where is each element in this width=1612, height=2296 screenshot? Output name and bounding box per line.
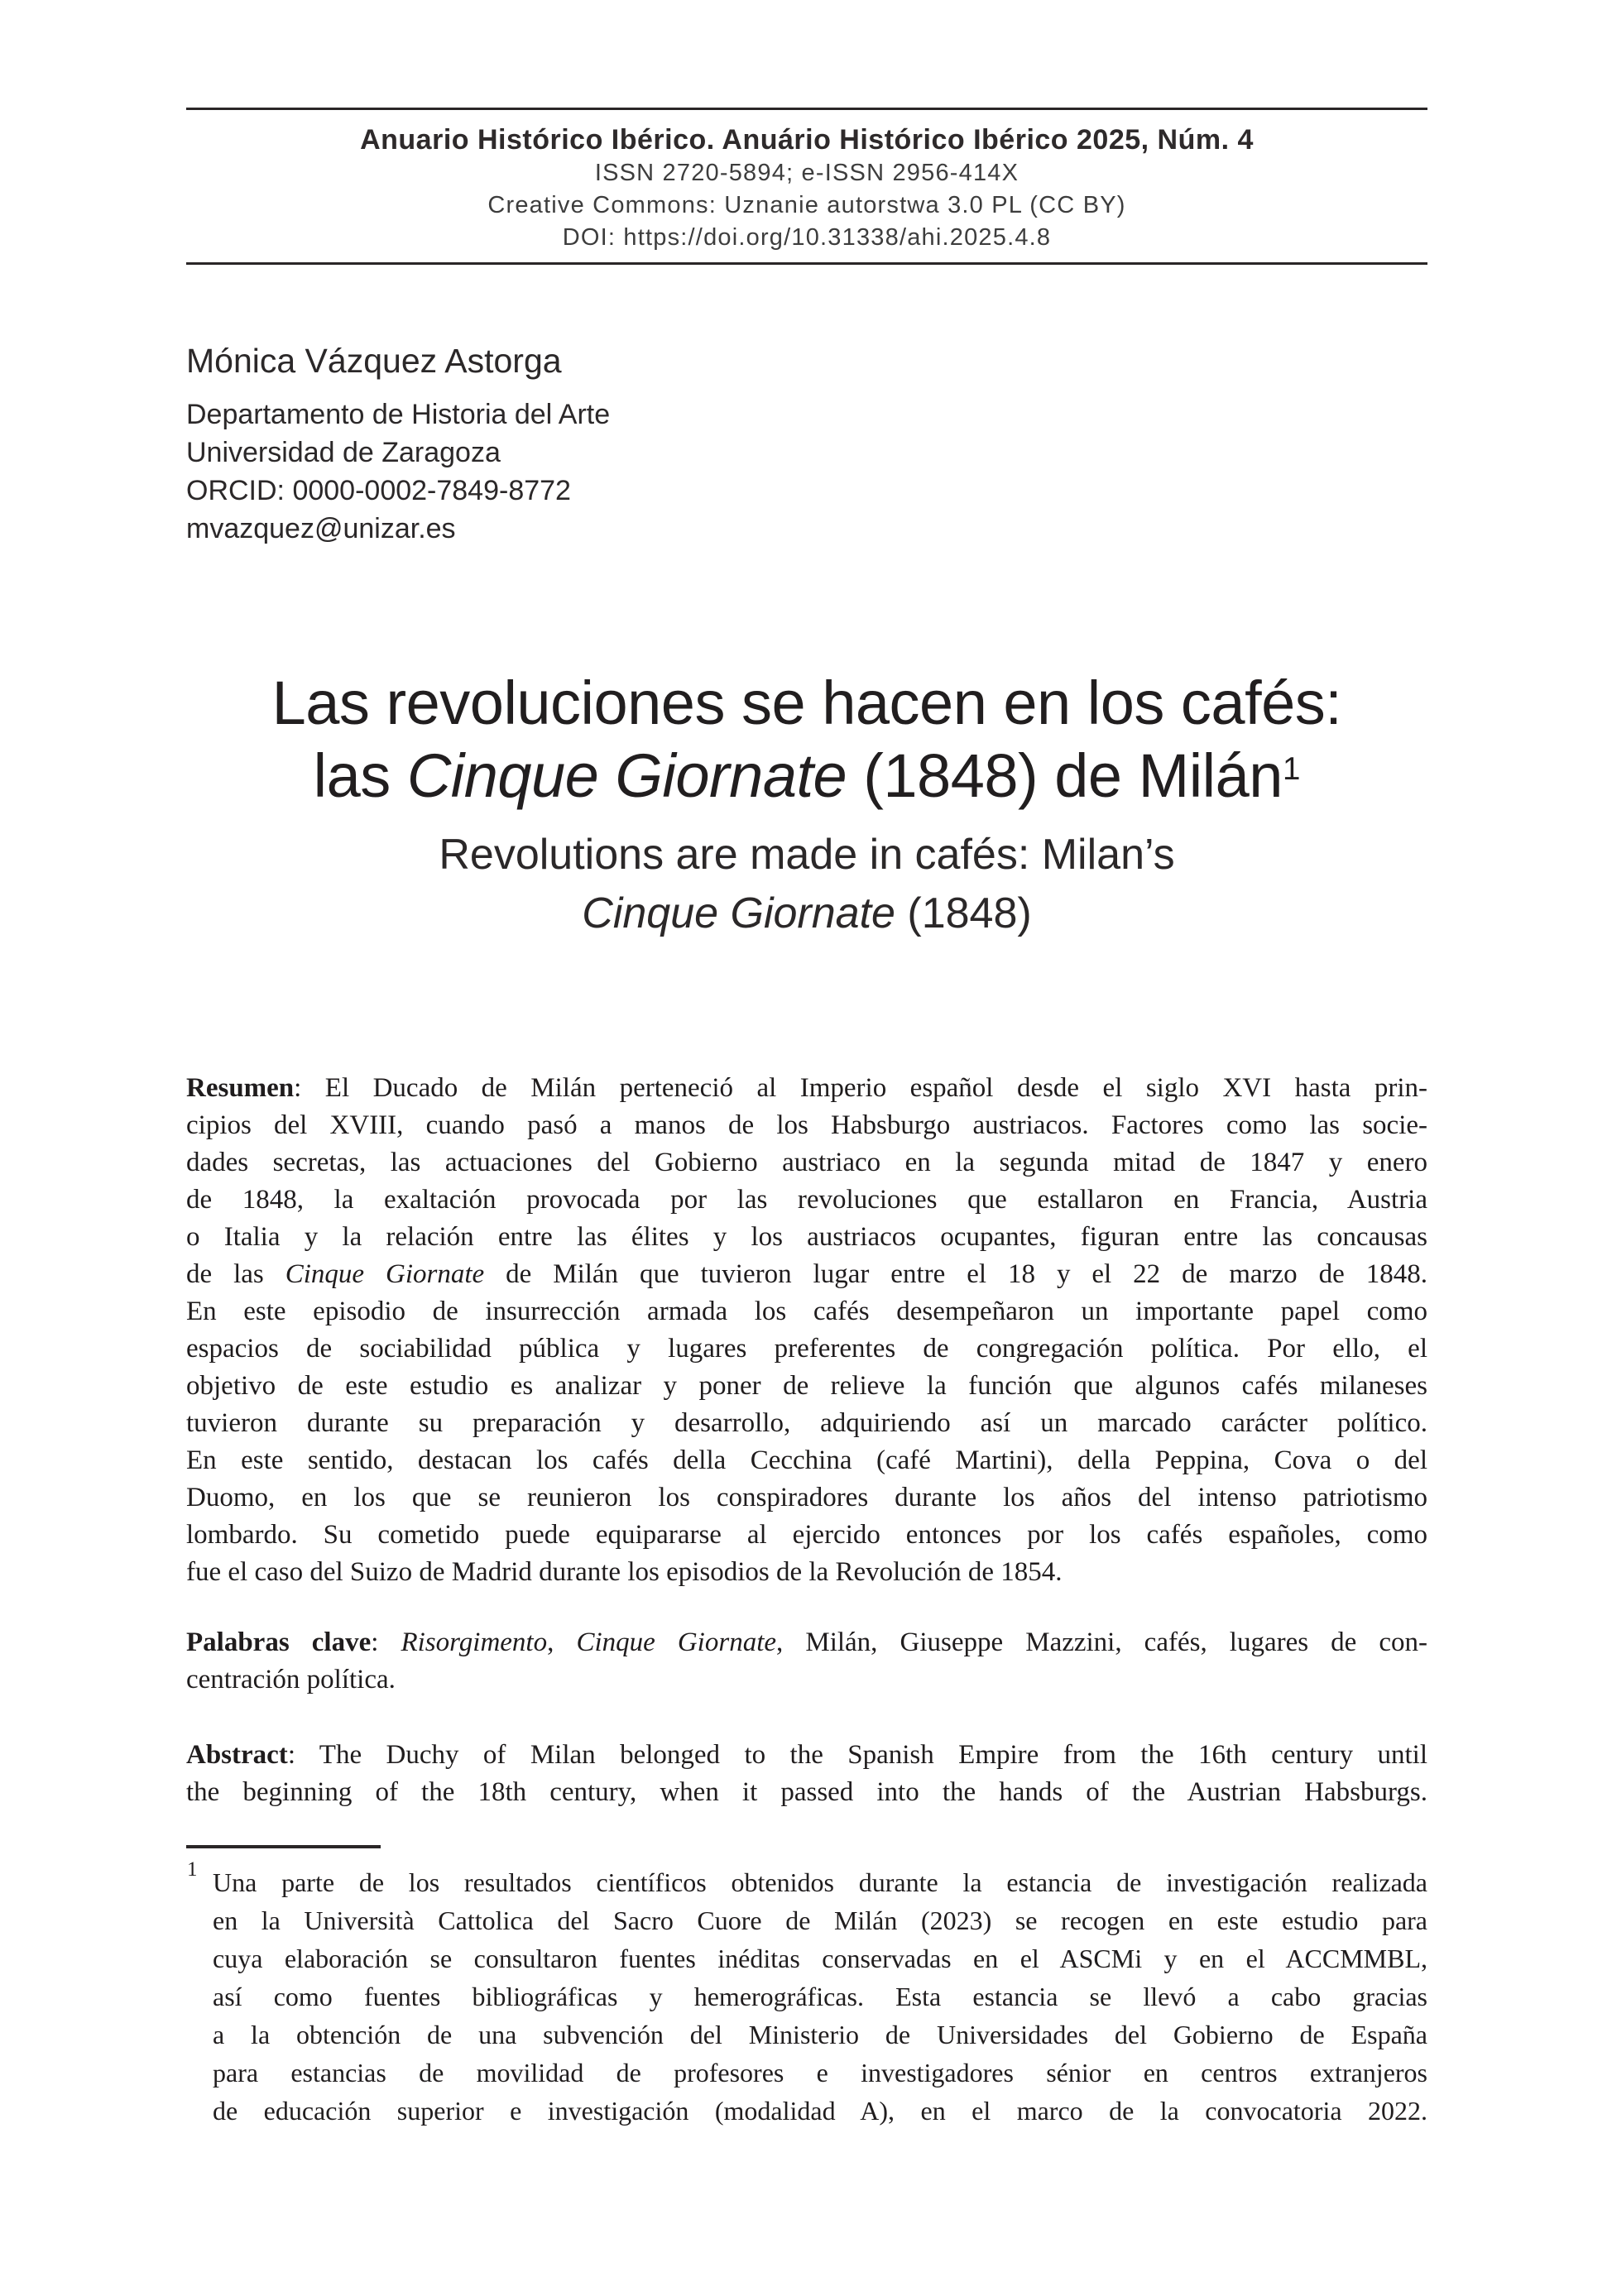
header-rule-top bbox=[186, 108, 1427, 110]
text-line bbox=[213, 2054, 1427, 2092]
text-segment: , bbox=[547, 1627, 577, 1657]
text-segment: Las revoluciones se hacen en los cafés: bbox=[271, 669, 1342, 737]
text-line bbox=[186, 1442, 1427, 1479]
text-segment: , Milán, Giuseppe Mazzini, cafés, lugares de con- bbox=[776, 1627, 1428, 1657]
text-line bbox=[186, 1479, 1427, 1517]
text-segment: : El Ducado de Milán perteneció al Imperio español desde el siglo XVI hasta prin- bbox=[294, 1073, 1427, 1103]
text-segment: de educación superior e investigación (modalidad A), en el marco de la convocatoria 2022. bbox=[213, 2096, 1427, 2126]
footnote-separator bbox=[186, 1845, 381, 1848]
text-line bbox=[186, 1517, 1427, 1554]
journal-title: Anuario Histórico Ibérico. Anuário Histórico Ibérico 2025, Núm. 4 bbox=[360, 124, 1254, 156]
text-line bbox=[186, 826, 1427, 884]
text-line bbox=[186, 1219, 1427, 1256]
text-line bbox=[186, 1144, 1427, 1182]
text-line bbox=[186, 1368, 1427, 1405]
text-segment: Cinque Giornate bbox=[406, 741, 847, 810]
text-segment: cipios del XVIII, cuando pasó a manos de los Habsburgo austriacos. Factores como las socie- bbox=[186, 1110, 1427, 1140]
text-segment: Cinque Giornate bbox=[582, 889, 895, 937]
keywords-section bbox=[186, 1624, 1427, 1699]
text-segment: de 1848, la exaltación provocada por las revoluciones que estallaron en Francia, Austria bbox=[186, 1185, 1427, 1215]
text-line bbox=[186, 1737, 1427, 1774]
article-title-en bbox=[186, 826, 1427, 943]
text-segment: En este episodio de insurrección armada los cafés desempeñaron un importante papel como bbox=[186, 1297, 1427, 1326]
text-line bbox=[186, 1070, 1427, 1107]
author-department: Departamento de Historia del Arte bbox=[186, 399, 611, 430]
text-line bbox=[186, 884, 1427, 943]
text-segment: : The Duchy of Milan belonged to the Spanish Empire from the 16th century until bbox=[287, 1740, 1427, 1770]
text-segment: de Milán que tuvieron lugar entre el 18 y el 22 de marzo de 1848. bbox=[484, 1259, 1427, 1289]
text-segment: En este sentido, destacan los cafés della Cecchina (café Martini), della Peppina, Cova o del bbox=[186, 1445, 1427, 1475]
abstract-en-section bbox=[186, 1737, 1427, 1811]
text-segment: 1 bbox=[1282, 750, 1301, 787]
text-segment: Abstract bbox=[186, 1740, 288, 1770]
text-segment: centración política. bbox=[186, 1665, 396, 1694]
text-segment: Revolutions are made in cafés: Milan’s bbox=[439, 831, 1175, 879]
text-segment: objetivo de este estudio es analizar y poner de relieve la función que algunos cafés milaneses bbox=[186, 1371, 1427, 1401]
issn-line: ISSN 2720-5894; e-ISSN 2956-414X bbox=[594, 160, 1019, 186]
text-segment: Cinque Giornate bbox=[285, 1259, 485, 1289]
text-segment: para estancias de movilidad de profesores e investigadores sénior en centros extranjeros bbox=[213, 2058, 1427, 2087]
text-segment: cuya elaboración se consultaron fuentes inéditas conservadas en el ASCMi y en el ACCMMBL, bbox=[213, 1944, 1427, 1973]
journal-header bbox=[186, 122, 1427, 254]
text-segment: las bbox=[313, 741, 407, 810]
author-email: mvazquez@unizar.es bbox=[186, 513, 456, 544]
text-segment: en la Università Cattolica del Sacro Cuore de Milán (2023) se recogen en este estudio para bbox=[213, 1905, 1427, 1935]
text-segment: Risorgimento bbox=[401, 1627, 548, 1657]
text-segment: así como fuentes bibliográficas y hemerográficas. Esta estancia se llevó a cabo gracias bbox=[213, 1982, 1427, 2011]
text-line bbox=[186, 1293, 1427, 1330]
text-segment: de las bbox=[186, 1259, 285, 1289]
footnote-1 bbox=[187, 1858, 1427, 2130]
text-line bbox=[186, 1182, 1427, 1219]
text-line bbox=[186, 1107, 1427, 1144]
text-segment: o Italia y la relación entre las élites y los austriacos ocupantes, figuran entre las concausas bbox=[186, 1222, 1427, 1252]
text-segment: dades secretas, las actuaciones del Gobierno austriaco en la segunda mitad de 1847 y enero bbox=[186, 1148, 1427, 1177]
text-line bbox=[186, 1256, 1427, 1293]
article-title-es bbox=[186, 667, 1427, 823]
header-rule-bottom bbox=[186, 262, 1427, 265]
text-segment: tuvieron durante su preparación y desarrollo, adquiriendo así un marcado carácter político. bbox=[186, 1408, 1427, 1438]
doi-line: DOI: https://doi.org/10.31338/ahi.2025.4.8 bbox=[562, 224, 1052, 251]
text-segment: : bbox=[371, 1627, 401, 1657]
author-block bbox=[186, 341, 610, 548]
abstract-es-section bbox=[186, 1070, 1427, 1591]
footnote-text bbox=[213, 1863, 1427, 2130]
text-segment: Palabras clave bbox=[186, 1627, 372, 1657]
author-name: Mónica Vázquez Astorga bbox=[186, 342, 562, 380]
text-line bbox=[186, 740, 1427, 823]
text-line bbox=[186, 1661, 1427, 1699]
footnote-marker: 1 bbox=[187, 1858, 198, 1881]
text-segment: Duomo, en los que se reunieron los conspiradores durante los años del intenso patriotismo bbox=[186, 1483, 1427, 1512]
text-segment: espacios de sociabilidad pública y lugares preferentes de congregación política. Por ello, el bbox=[186, 1334, 1427, 1364]
text-segment: Resumen bbox=[186, 1073, 295, 1103]
text-segment: lombardo. Su cometido puede equipararse al ejercido entonces por los cafés españoles, como bbox=[186, 1520, 1427, 1550]
text-line bbox=[213, 1863, 1427, 1901]
text-line bbox=[186, 667, 1427, 740]
text-line bbox=[186, 1405, 1427, 1442]
author-university: Universidad de Zaragoza bbox=[186, 437, 501, 468]
text-segment: (1848) de Milán bbox=[847, 741, 1283, 810]
text-segment: Una parte de los resultados científicos obtenidos durante la estancia de investigación realizada bbox=[213, 1867, 1427, 1897]
text-line bbox=[186, 1330, 1427, 1368]
text-segment: Cinque Giornate bbox=[576, 1627, 777, 1657]
text-line bbox=[186, 1624, 1427, 1661]
text-line bbox=[213, 2092, 1427, 2130]
text-line bbox=[213, 2016, 1427, 2054]
license-line: Creative Commons: Uznanie autorstwa 3.0 PL (CC BY) bbox=[487, 192, 1126, 218]
text-line bbox=[213, 1901, 1427, 1939]
title-block bbox=[186, 667, 1427, 943]
text-segment: (1848) bbox=[895, 889, 1032, 937]
text-segment: fue el caso del Suizo de Madrid durante los episodios de la Revolución de 1854. bbox=[186, 1557, 1063, 1587]
text-segment: a la obtención de una subvención del Ministerio de Universidades del Gobierno de España bbox=[213, 2020, 1427, 2049]
author-orcid: ORCID: 0000-0002-7849-8772 bbox=[186, 475, 571, 506]
text-line bbox=[213, 1939, 1427, 1977]
text-line bbox=[186, 1774, 1427, 1811]
text-line bbox=[186, 1554, 1427, 1591]
text-line bbox=[213, 1977, 1427, 2016]
text-segment: the beginning of the 18th century, when it passed into the hands of the Austrian Habsburgs. bbox=[186, 1777, 1427, 1807]
